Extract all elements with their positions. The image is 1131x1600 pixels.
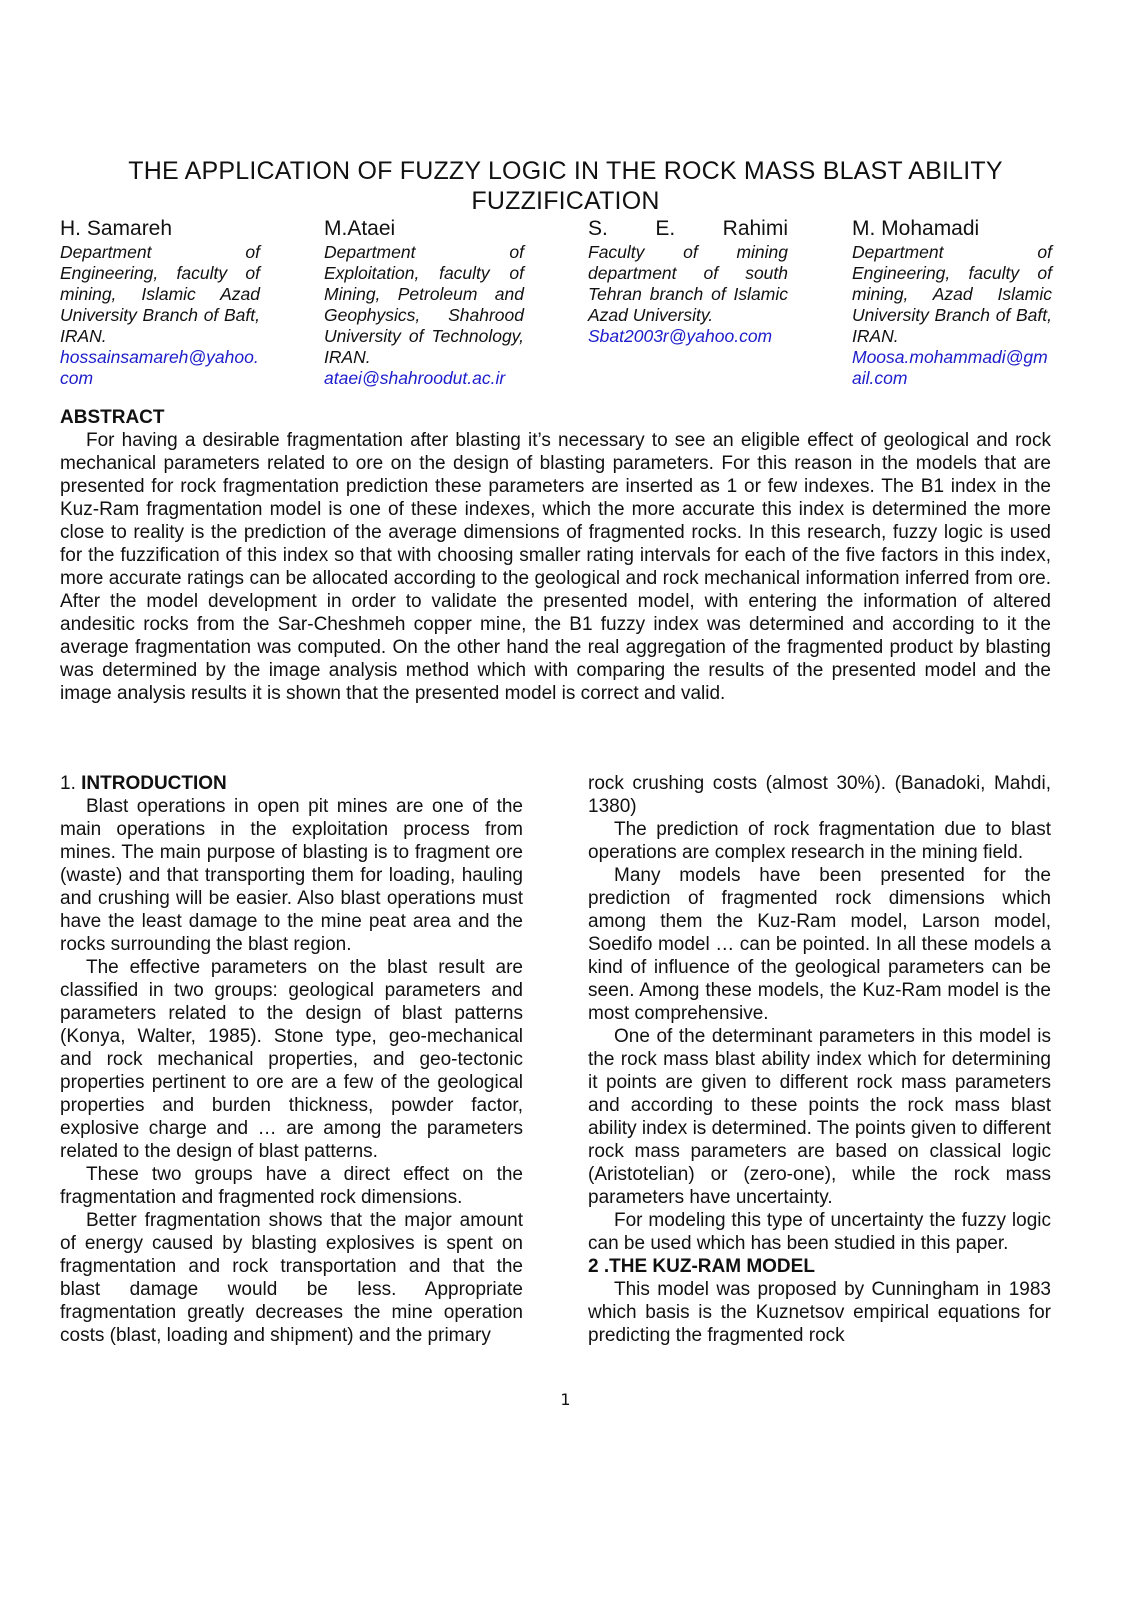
author-affiliation: Faculty of mining department of south Tehran branch of Islamic Azad University. bbox=[588, 242, 788, 325]
author-affiliation: Department of Engineering, faculty of mining, Islamic Azad University Branch of Baft, IRAN. bbox=[60, 242, 260, 346]
introduction-heading bbox=[60, 772, 523, 795]
right-column bbox=[588, 772, 1051, 1347]
paragraph: Better fragmentation shows that the major amount of energy caused by blasting explosives is spent on fragmentation and rock transportation and that the blast damage would be less. Appropriate fragmentation greatly decreases the mine operation costs (blast, loading and shipment) and the primary bbox=[60, 1210, 523, 1346]
author-2 bbox=[324, 216, 524, 389]
paragraph: For modeling this type of uncertainty the fuzzy logic can be used which has been studied in this paper. bbox=[588, 1210, 1051, 1254]
author-name: S. E. Rahimi bbox=[588, 217, 788, 240]
paragraph: Many models have been presented for the prediction of fragmented rock dimensions which among them the Kuz-Ram model, Larson model, Soedifo model … can be pointed. In all these models a kind of influence of the geological parameters can be seen. Among these models, the Kuz-Ram model is the most comprehensive. bbox=[588, 865, 1051, 1024]
title-line-1: THE APPLICATION OF FUZZY LOGIC IN THE ROCK MASS BLAST ABILITY bbox=[128, 157, 1003, 185]
author-affiliation: Department of Engineering, faculty of mining, Azad Islamic University Branch of Baft, IRAN. bbox=[852, 242, 1052, 346]
paper-title bbox=[60, 156, 1071, 216]
author-1 bbox=[60, 216, 260, 389]
section-number: 1. bbox=[60, 773, 82, 794]
author-email[interactable]: ataei@shahroodut.ac.ir bbox=[324, 368, 506, 388]
abstract-section bbox=[60, 406, 1051, 705]
author-name: M.Ataei bbox=[324, 217, 396, 240]
author-name: M. Mohamadi bbox=[852, 217, 980, 240]
left-column bbox=[60, 772, 523, 1347]
section-title: 2 .THE KUZ-RAM MODEL bbox=[588, 1256, 815, 1277]
page-number: 1 bbox=[560, 1390, 571, 1409]
author-email[interactable]: hossainsamareh@yahoo.com bbox=[60, 347, 259, 388]
author-affiliation: Department of Exploitation, faculty of Mining, Petroleum and Geophysics, Shahrood University of Technology, IRAN. bbox=[324, 242, 524, 367]
author-3 bbox=[588, 216, 788, 347]
paragraph-continuation: rock crushing costs (almost 30%). (Banadoki, Mahdi, 1380) bbox=[588, 773, 1051, 817]
abstract-heading: ABSTRACT bbox=[60, 407, 165, 428]
author-email[interactable]: Sbat2003r@yahoo.com bbox=[588, 326, 773, 346]
author-email[interactable]: Moosa.mohammadi@gmail.com bbox=[852, 347, 1048, 388]
section-title: INTRODUCTION bbox=[81, 773, 227, 794]
kuz-ram-heading bbox=[588, 1255, 1051, 1278]
abstract-text: For having a desirable fragmentation after blasting it’s necessary to see an eligible effect of geological and rock mechanical parameters related to ore on the design of blasting parameters. For this reason in the models that are presented for rock fragmentation prediction these parameters are inserted as 1 or few indexes. The B1 index in the Kuz-Ram fragmentation model is one of these indexes, which the more accurate this index is determined the more close to reality is the prediction of the average dimensions of fragmented rocks. In this research, fuzzy logic is used for the fuzzification of this index so that with choosing smaller rating intervals for each of the five factors in this index, more accurate ratings can be allocated according to the geological and rock mechanical information inferred from ore. After the model development in order to validate the presented model, with entering the information of altered andesitic rocks from the Sar-Cheshmeh copper mine, the B1 fuzzy index was determined and according to it the average fragmentation was computed. On the other hand the real aggregation of the fragmented product by blasting was determined by the image analysis method which with comparing the results of the presented model and the image analysis results it is shown that the presented model is correct and valid. bbox=[60, 430, 1051, 704]
author-4 bbox=[852, 216, 1052, 389]
author-block bbox=[60, 216, 1071, 396]
author-name: H. Samareh bbox=[60, 217, 173, 240]
paragraph: Blast operations in open pit mines are one of the main operations in the exploitation process from mines. The main purpose of blasting is to fragment ore (waste) and that transporting them for loading, hauling and crushing will be easier. Also blast operations must have the least damage to the mine peat area and the rocks surrounding the blast region. bbox=[60, 796, 523, 955]
title-line-2: FUZZIFICATION bbox=[471, 187, 660, 215]
paragraph: The prediction of rock fragmentation due to blast operations are complex research in the mining field. bbox=[588, 819, 1051, 863]
paragraph: One of the determinant parameters in this model is the rock mass blast ability index which for determining it points are given to different rock mass parameters and according to these points the rock mass blast ability index is determined. The points given to different rock mass parameters are based on classical logic (Aristotelian) or (zero-one), while the rock mass parameters have uncertainty. bbox=[588, 1026, 1051, 1208]
paragraph: This model was proposed by Cunningham in 1983 which basis is the Kuznetsov empirical equations for predicting the fragmented rock bbox=[588, 1279, 1051, 1346]
paragraph: These two groups have a direct effect on the fragmentation and fragmented rock dimensions. bbox=[60, 1164, 523, 1208]
paragraph: The effective parameters on the blast result are classified in two groups: geological parameters and parameters related to the design of blast patterns (Konya, Walter, 1985). Stone type, geo-mechanical and rock mechanical properties, and geo-tectonic properties pertinent to ore are a few of the geological properties and burden thickness, powder factor, explosive charge and … are among the parameters related to the design of blast patterns. bbox=[60, 957, 523, 1162]
